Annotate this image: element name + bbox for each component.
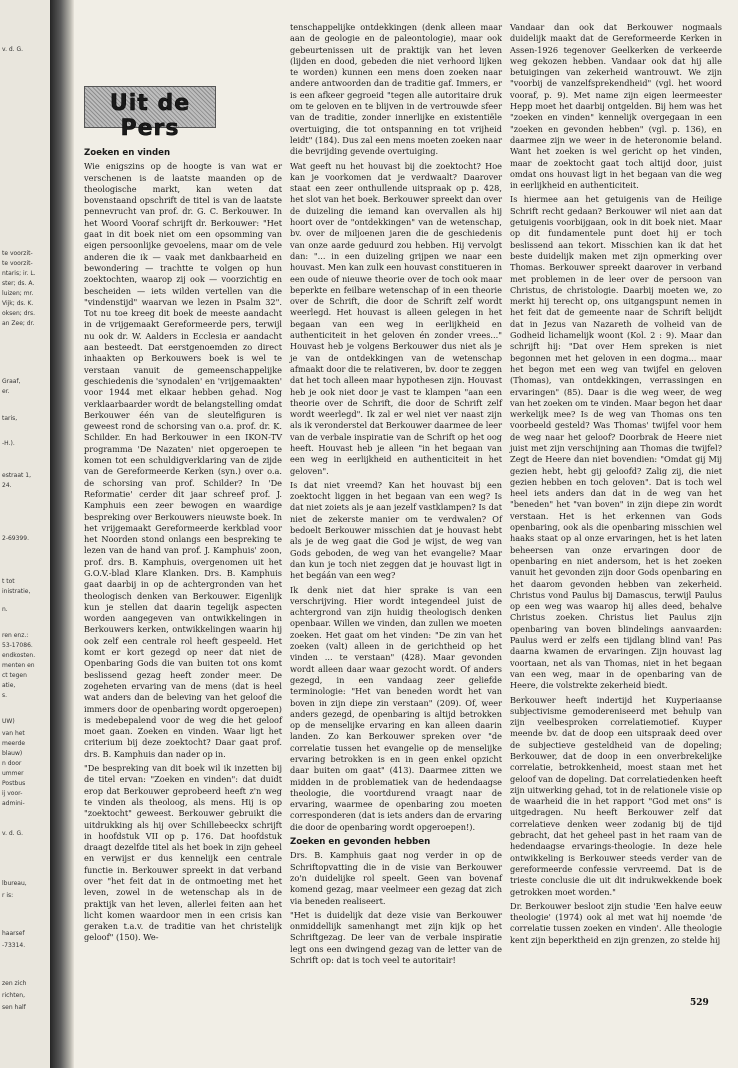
strip-fragment: v. d. G. bbox=[2, 830, 24, 837]
strip-fragment: richten, bbox=[2, 992, 25, 999]
strip-fragment: van het bbox=[2, 730, 25, 737]
strip-fragment: 24. bbox=[2, 482, 12, 489]
strip-fragment: er. bbox=[2, 388, 10, 395]
paragraph: Drs. B. Kamphuis gaat nog verder in op de Schriftopvatting die in de visie van Berkouwer zo'n duidelijke rol speelt. Geen van bovenaf komend gezag, maar veelmeer een gezag dat zich via beneden realiseert. bbox=[290, 850, 502, 906]
strip-fragment: menten en bbox=[2, 662, 35, 669]
strip-fragment: ntaris; ir. L. bbox=[2, 270, 36, 277]
strip-fragment: luizen; mr. bbox=[2, 290, 34, 297]
paragraph: Ik denk niet dat hier sprake is van een verschrijving. Hier wordt integendeel juist de achtergrond van zijn huidig theologisch denken openbaar. Willen we vinden, dan zullen we moeten zoeken. Het gaat om het vinden: "De zin van het zoeken (valt) alleen in de gerichtheid op het vinden ... te verstaan" (428). Maar gevonden wordt alleen daar waar gezocht wordt. Of anders gezegd, in een vandaag zeer geliefde terminologie: "Het van beneden wordt het van boven in zijn diepe zin verstaan" (209). Of, weer anders gezegd, de openbaring is altijd betrokken op de menselijke ervaring en kan alleen daarin landen. Zo kan Berkouwer spreken over "de correlatie tussen het evangelie op de menselijke ervaring betrokken is en in geen enkel opzicht daar buiten om gaat" (413). Daarmee zitten we midden in de problematiek van de hedendaagse theologie, die voortdurend vraagt naar de ervaring, waarmee de openbaring zou moeten corresponderen (dat is iets anders dan de ervaring die door de openbaring wordt opgeroepen!). bbox=[290, 584, 502, 832]
strip-fragment: ct tegen bbox=[2, 672, 27, 679]
strip-fragment: te voorzit- bbox=[2, 260, 33, 267]
column-3 bbox=[510, 22, 722, 949]
strip-fragment: admini- bbox=[2, 800, 25, 807]
paragraph: Is dat niet vreemd? Kan het houvast bij een zoektocht liggen in het begaan van een weg? Is dat niet zoiets als je aan jezelf vastklampen? Is dat niet de zekerste manier om te verdwalen? Of bedoelt Berkouwer misschien dat je houvast hebt als je de weg gaat die God je wijst, de weg van Gods geboden, de weg van het evangelie? Maar dan kun je toch niet zeggen dat je houvast ligt in het begáán van een weg? bbox=[290, 479, 502, 581]
strip-fragment: 53-17086. bbox=[2, 642, 33, 649]
paragraph: Vandaar dan ook dat Berkouwer nogmaals duidelijk maakt dat de Gereformeerde Kerken in Assen-1926 tegenover Geelkerken de verkeerde weg gekozen hebben. Vandaar ook dat hij alle betuigingen van zekerheid wantrouwt. We zijn "voorbij de vanzelfsprekendheid" (vgl. het woord vooraf, p. 9). Met name zijn eigen leermeester Hepp moet het daarbij ontgelden. Bij hem was het "zoeken en vinden" kennelijk overgegaan in een "zoeken en gevonden hebben" (vgl. p. 136), en daarmee zijn we weer in de heteronomie beland. Want het zoeken is wel gericht op het vinden, maar de zoektocht gaat toch altijd door, juist omdat ons houvast ligt in het begaan van die weg in eerlijkheid en authenticiteit. bbox=[510, 22, 722, 191]
column-2 bbox=[290, 22, 502, 969]
previous-page-strip bbox=[0, 0, 50, 1068]
paragraph: Wat geeft nu het houvast bij die zoektocht? Hoe kan je voorkomen dat je verdwaalt? Daarover staat een zeer onthullende uitspraak op p. 428, het slot van het boek. Berkouwer spreekt dan over de duizeling die iemand kan overvallen als hij hoort over de "ontdekkingen" van de wetenschap, bv. over de miljoenen jaren die de geschiedenis van onze aarde geduurd zou hebben. Hij vervolgt dan: "... in een duizeling grijpen we naar een houvast. Men kan zulk een houvast constitueren in een oude of nieuwe theorie over de toch ook maar beperkte en feilbare wetenschap of in een theorie over de Schrift, die door de Schrift zelf wordt weerlegd. Het houvast is alleen gelegen in het begaan van een weg in eerlijkheid en authenticiteit in het geloven én zonder vrees..." Houvast heb je volgens Berkouwer dus niet als je je van de ontdekkingen van de wetenschap afmaakt door die te relativeren, bv. door te zeggen dat het toch alleen maar hypothesen zijn. Houvast heb je ook niet door je vast te klampen "aan een theorie over de Schrift, die door de Schrift zelf wordt weerlegd". Ik zal er wel niet ver naast zijn als ik veronderstel dat Berkouwer daarmee de leer van de verbale inspiratie van de Schrift op het oog heeft. Houvast heb je alleen "in het begaan van een weg in eerlijkheid en authenticiteit in het geloven". bbox=[290, 160, 502, 476]
paragraph: "Het is duidelijk dat deze visie van Berkouwer onmiddellijk samenhangt met zijn kijk op het Schriftgezag. De leer van de verbale inspiratie legt ons een dwingend gezag van de letter van de Schrift op: dat is toch veel te autoritair! bbox=[290, 909, 502, 966]
strip-fragment: 2-69399. bbox=[2, 535, 29, 542]
strip-fragment: -73314. bbox=[2, 942, 26, 949]
strip-fragment: taris, bbox=[2, 415, 18, 422]
strip-fragment: atie, bbox=[2, 682, 16, 689]
strip-fragment: meerde bbox=[2, 740, 26, 747]
section-title-box bbox=[84, 86, 216, 141]
strip-fragment: lbureau, bbox=[2, 880, 27, 887]
strip-fragment: t tot bbox=[2, 578, 15, 585]
strip-fragment: -H.). bbox=[2, 440, 15, 447]
strip-fragment: inistratie, bbox=[2, 588, 31, 595]
paragraph: Dr. Berkouwer besloot zijn studie 'Een halve eeuw theologie' (1974) ook al met wat hij noemde 'de correlatie tussen zoeken en vinden'. Alle theologie kent zijn beperktheid en zijn grenzen, zo stelde hij bbox=[510, 900, 722, 945]
strip-fragment: oksen; drs. bbox=[2, 310, 36, 317]
article-heading: Zoeken en vinden bbox=[84, 148, 171, 158]
strip-fragment: estraat 1, bbox=[2, 472, 31, 479]
strip-fragment: Graaf, bbox=[2, 378, 21, 385]
page-number: 529 bbox=[690, 998, 709, 1008]
strip-fragment: ummer bbox=[2, 770, 24, 777]
paragraph: "De bespreking van dit boek wil ik inzetten bij de titel ervan: "Zoeken en vinden": dat duidt erop dat Berkouwer geprobeerd heeft z'n weg te vinden als theoloog, als mens. Hij is op "zoektocht" geweest. Berkouwer gebruikt die uitdrukking als hij over Schillebeeckx schrijft in hoofdstuk VII op p. 176. Dat hoofdstuk draagt dezelfde titel als het boek in zijn geheel en verwijst er dus kennelijk een centrale functie in. Berkouwer spreekt in dat verband over "het feit dat in de ontmoeting met het leven, zowel in de wetenschap als in de praktijk van het leven, allerlei feiten aan het licht komen waardoor men in een crisis kan geraken t.a.v. de traditie van het christelijk geloof" (150). We- bbox=[84, 763, 282, 943]
strip-fragment: te voorzit- bbox=[2, 250, 33, 257]
strip-fragment: UW) bbox=[2, 718, 15, 725]
strip-fragment: ren enz.: bbox=[2, 632, 29, 639]
section-title: Uit de Pers bbox=[109, 91, 191, 141]
paragraph: Berkouwer heeft indertijd het Kuyperiaanse subjectivisme gemodereniseerd met behulp van zijn veelbesproken correlatiemotief. Kuyper meende bv. dat de doop een uitspraak deed over de subjectieve gesteldheid van de dopeling; Berkouwer, dat de doop in een onverbrekelijke correlatie, betrokkenheid, moest staan met het geloof van de dopeling. Dat correlatiedenken heeft zijn uitwerking gehad, tot in de relationele visie op de waarheid die in het rapport "God met ons" is uitgedragen. Nu heeft Berkouwer zelf dat correlatieve denken weer zodanig bij de tijd gebracht, dat het geheel past in het raam van de hedendaagse ervarings-theologie. In deze hele ontwikkeling is Berkouwer steeds verder van de gereformeerde confessie vervreemd. Dat is de trieste conclusie die uit dit indrukwekkende boek getrokken moet worden." bbox=[510, 694, 722, 897]
strip-fragment: s. bbox=[2, 692, 8, 699]
strip-fragment: haarsef bbox=[2, 930, 25, 937]
strip-fragment: Postbus bbox=[2, 780, 26, 787]
strip-fragment: an Zee; dr. bbox=[2, 320, 35, 327]
strip-fragment: sen half bbox=[2, 1004, 26, 1011]
strip-fragment: n door bbox=[2, 760, 22, 767]
strip-fragment: r is: bbox=[2, 892, 14, 899]
paragraph: tenschappelijke ontdekkingen (denk alleen maar aan de geologie en de paleontologie), maar ook gebeurtenissen uit de praktijk van het leven (lijden en dood, gebeden die niet verhoord lijken te worden) kunnen een mens doen zoeken naar andere antwoorden dan de traditie gaf. Immers, er is een afkeer gegroeid "tegen alle autoritaire druk om te geloven en te blijven in de vertrouwde sfeer van de traditie, zonder innerlijke en existentiële overtuiging, die tot ontspanning en tot vrijheid leidt" (184). Dus zal een mens moeten zoeken naar die bevrijding gevende overtuiging. bbox=[290, 22, 502, 157]
strip-fragment: ij voor- bbox=[2, 790, 23, 797]
binding-gutter bbox=[50, 0, 74, 1068]
strip-fragment: endkosten. bbox=[2, 652, 36, 659]
column-1 bbox=[84, 144, 282, 947]
paragraph: Is hiermee aan het getuigenis van de Heilige Schrift recht gedaan? Berkouwer wil niet aan dat getuigenis voorbijgaan, ook in dit boek niet. Maar op dit fundamentele punt doet hij er toch beslissend aan tekort. Misschien kan ik dat het beste duidelijk maken met zijn opmerking over Thomas. Berkouwer spreekt daarover in verband met problemen in de leer over de persoon van Christus, de christologie. Daarbij moeten we, zo merkt hij terecht op, ons uitgangspunt nemen in het feit dat de gemeente naar de Schrift belijdt dat in Jezus van Nazareth de volheid van de Godheid lichamelijk woont (Kol. 2 : 9). Maar dan schrijft hij: "Dat over Hem spreken is niet begonnen met het geloven in een dogma... maar het begon met een weg van twijfel en geloven (Thomas), van ontdekkingen, verrassingen en ervaringen" (85). Daar is die weg weer, de weg van het zoeken om te vinden. Maar begon het daar werkelijk mee? Is de weg van Thomas ons ten voorbeeld gesteld? Was Thomas' twijfel voor hem de weg naar het geloof? Doorbrak de Heere niet juist met zijn verschijning aan Thomas die twijfel? Zegt de Heere dan niet bovendien: "Omdat gij Mij gezien hebt, hebt gij geloofd? Zalig zij, die niet gezien hebben en toch geloven". Dat is toch wel heel iets anders dan dat in de weg van het "beneden" het "van boven" in zijn diepe zin wordt verstaan. Het is het erkennen van Gods openbaring, ook als die openbaring misschien wel haaks staat op al onze ervaringen, het is het laten beheersen van onze ervaringen door de openbaring en niet andersom, het is het zoeken vanuit het gevonden zijn door Gods openbaring en het daarom gevonden hebben van zekerheid. Christus vond Paulus bij Damascus, terwijl Paulus op een weg was waarop hij alles deed, behalve Christus zoeken. Christus liet Paulus zijn openbaring van boven blindelings aanvaarden: Paulus werd er zelfs een tijdlang blind van! Pas daarna kwamen de ervaringen. Zijn houvast lag voortaan, net als van Thomas, niet in het begaan van een weg, maar in de openbaring van de Heere, die volstrekte zekerheid biedt. bbox=[510, 194, 723, 691]
strip-fragment: v. d. G. bbox=[2, 46, 24, 53]
paragraph: Wie enigszins op de hoogte is van wat er verschenen is de laatste maanden op de theologische markt, kan weten dat bovenstaand opschrift de titel is van de laatste pennevrucht van prof. dr. G. C. Berkouwer. In het Woord Vooraf schrijft dr. Berkouwer: "Het gaat in dit boek niet om een opsomming van eigen persoonlijke gevoelens, maar om de vele anderen die ik — vaak met dankbaarheid en bewondering — trachtte te volgen op hun zoektochten, waarop zij ook — voorzichtig en bescheiden — iets wilden vertellen van die "vindenstijd" waarvan we lezen in Psalm 32". Tot nu toe kreeg dit boek de meeste aandacht in de vrijgemaakt Gereformeerde pers, terwijl nu ook dr. W. Aalders in Ecclesia er aandacht aan besteedt. Dat eerstgenoemden zo direct inhaakten op Berkouwers boek is wel te verstaan vanuit de gemeenschappelijke geschiedenis die 'synodalen' en 'vrijgemaakten' voor 1944 met elkaar hebben gehad. Nog verklaarbaarder wordt de belangstelling omdat Berkouwer één van de sleutelfiguren is geweest rond de schorsing van o.a. prof. dr. K. Schilder. En had Berkouwer in een IKON-TV programma 'De Nazaten' niet opgeroepen te komen tot een schuldigverklaring van de zijde van de Gereformeerde Kerken (syn.) over o.a. de schorsing van prof. Schilder? In 'De Reformatie' cerder dit jaar schreef prof. J. Kamphuis een zeer bewogen en waardige bespreking over Berkouwers nieuwste boek. In het vrijgemaakt Gereformeerde kerkblad voor het Noorden stond onlangs een bespreking te lezen van de hand van prof. J. Kamphuis' zoon, prof. drs. B. Kamphuis, overgenomen uit het G.O.V.-blad Klare Klanken. Drs. B. Kamphuis gaat daarbij in op de achtergronden van het theologisch denken van Berkouwer. Eigenlijk kun je stellen dat daarin tegelijk aspecten worden aangegeven van ontwikkelingen in Berkouwers kerken, ontwikkelingen waarin hij ook zelf een centrale rol heeft gespeeld. Het komt er kort gezegd op neer dat niet de Openbaring Gods die van buiten tot ons komt beslissend gezag heeft zonder meer. De zogeheten ervaring van de mens (dat is heel wat anders dan de beleving van het geloof die immers door de openbaring wordt opgeroepen) is medebepalend voor de weg die het geloof moet gaan. Zoeken en vinden. Waar ligt het criterium bij deze zoektocht? Daar gaat prof. drs. B. Kamphuis dan nader op in. bbox=[84, 161, 282, 759]
strip-fragment: n. bbox=[2, 606, 8, 613]
strip-fragment: Vijk; ds. K. bbox=[2, 300, 34, 307]
strip-fragment: ster; ds. A. bbox=[2, 280, 35, 287]
strip-fragment: zen zich bbox=[2, 980, 27, 987]
subheading: Zoeken en gevonden hebben bbox=[290, 837, 431, 848]
strip-fragment: blauw) bbox=[2, 750, 23, 757]
